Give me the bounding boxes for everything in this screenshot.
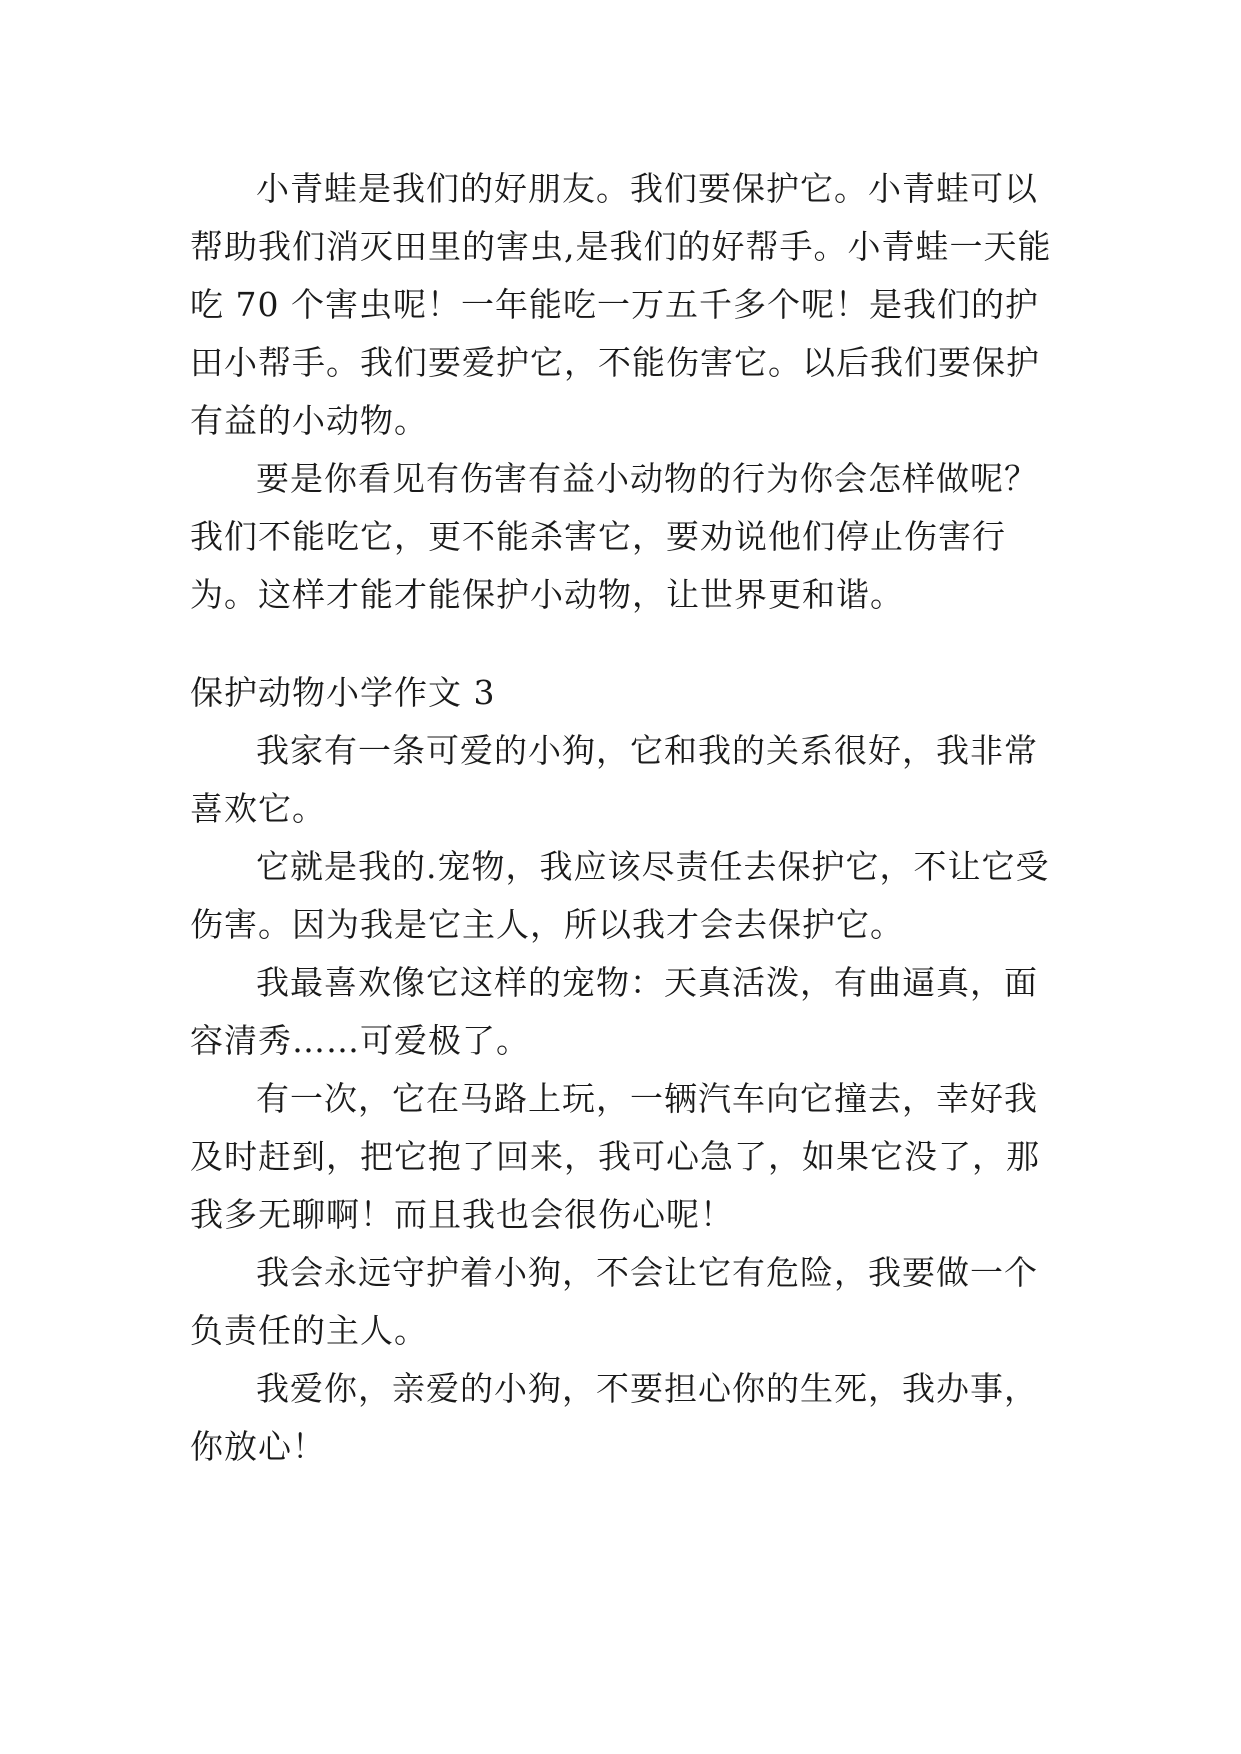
paragraph-dog-5: 我会永远守护着小狗，不会让它有危险，我要做一个负责任的主人。 bbox=[190, 1253, 1038, 1350]
section-spacer bbox=[190, 624, 1070, 664]
paragraph-frog-1: 小青蛙是我们的好朋友。我们要保护它。小青蛙可以帮助我们消灭田里的害虫,是我们的好帮手。小青蛙一天能吃 70 个害虫呢！一年能吃一万五千多个呢！是我们的护田小帮手。我们要爱护它，不能伤害它。以后我们要保护有益的小动物。 bbox=[190, 169, 1052, 440]
paragraph-frog-2: 要是你看见有伤害有益小动物的行为你会怎样做呢？我们不能吃它，更不能杀害它，要劝说他们停止伤害行为。这样才能才能保护小动物，让世界更和谐。 bbox=[190, 459, 1038, 614]
document-page bbox=[190, 160, 1070, 1476]
paragraph-dog-1: 我家有一条可爱的小狗，它和我的关系很好，我非常喜欢它。 bbox=[190, 731, 1038, 828]
paragraph-dog-4: 有一次，它在马路上玩，一辆汽车向它撞去，幸好我及时赶到，把它抱了回来，我可心急了，如果它没了，那我多无聊啊！而且我也会很伤心呢！ bbox=[190, 1079, 1040, 1234]
section-title: 保护动物小学作文 3 bbox=[190, 673, 496, 712]
paragraph-dog-2: 它就是我的.宠物，我应该尽责任去保护它，不让它受伤害。因为我是它主人，所以我才会去保护它。 bbox=[190, 847, 1050, 944]
paragraph-dog-6: 我爱你，亲爱的小狗，不要担心你的生死，我办事，你放心！ bbox=[190, 1369, 1038, 1466]
paragraph-dog-3: 我最喜欢像它这样的宠物：天真活泼，有曲逼真，面容清秀……可爱极了。 bbox=[190, 963, 1038, 1060]
